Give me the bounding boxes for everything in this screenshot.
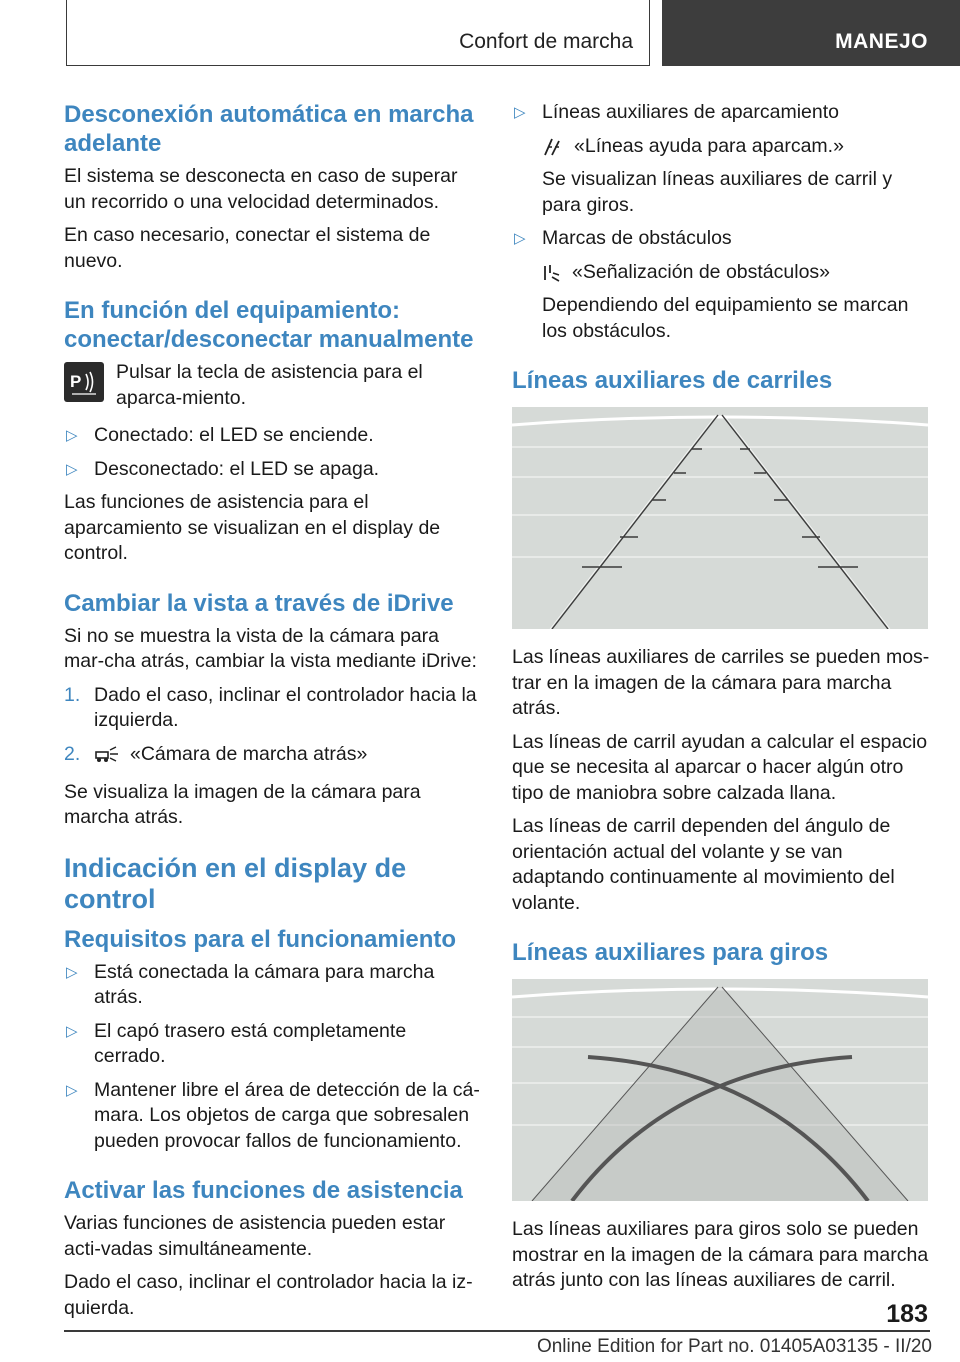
parking-lines-icon: [542, 137, 564, 157]
park-assist-button-icon: [64, 362, 104, 402]
lane-lines-illustration: [512, 407, 928, 629]
obstacle-marking-icon: [542, 263, 562, 283]
heading-change-view: Cambiar la vista a través de iDrive: [64, 589, 454, 617]
triangle-right-outline-icon: ▷: [514, 230, 526, 247]
paragraph: Dependiendo del equipamiento se marcan los obstáculos.: [542, 294, 909, 342]
paragraph: Las funciones de asistencia para el aparcamiento se visualizan en el display de control.: [64, 491, 441, 564]
triangle-right-outline-icon: ▷: [66, 427, 78, 444]
paragraph: Las líneas auxiliares para giros solo se pueden mostrar en la imagen de la cámara para marcha atrás junto con las líneas auxiliares de carril.: [512, 1218, 929, 1291]
paragraph: Se visualiza la imagen de la cámara para marcha atrás.: [64, 780, 421, 829]
paragraph: Se visualizan líneas auxiliares de carril y para giros.: [542, 168, 893, 216]
heading-manual: En función del equipamiento: conectar/desconectar manualmente: [64, 297, 474, 353]
heading-requirements: Requisitos para el funcionamiento: [64, 925, 457, 953]
heading-turn-lines: Líneas auxiliares para giros: [512, 939, 829, 966]
paragraph: Las líneas auxiliares de carriles se pueden mos‐trar en la imagen de la cámara para marcha atrás.: [512, 646, 930, 719]
right-column: [512, 100, 930, 1302]
heading-display: Indicación en el display de control: [64, 852, 407, 914]
step-item: 2. «Cámara de marcha atrás»: [64, 742, 368, 765]
step-item: 1. Dado el caso, inclinar el controlador hacia la izquierda.: [64, 683, 477, 731]
triangle-right-outline-icon: ▷: [66, 1081, 78, 1099]
turn-lines-illustration: [512, 979, 928, 1201]
triangle-right-outline-icon: ▷: [66, 460, 78, 478]
section-title: Confort de marcha: [459, 30, 633, 53]
list-item: ▷ Mantener libre el área de detección de la cá‐mara. Los objetos de carga que sobresalen pueden provocar fallos de funcionamiento.: [66, 1078, 480, 1152]
list-item: ▷ Marcas de obstáculos: [512, 226, 930, 252]
paragraph: Dado el caso, inclinar el controlador hacia la iz‐quierda.: [64, 1271, 473, 1319]
svg-text:P: P: [70, 372, 82, 391]
running-header-box: [66, 0, 650, 66]
list-item: ▷ Líneas auxiliares de aparcamiento: [512, 100, 930, 126]
paragraph: El sistema se desconecta en caso de superar un recorrido o una velocidad determinados.: [64, 165, 458, 213]
paragraph: Las líneas de carril ayudan a calcular el espacio que se necesita al aparcar o hacer algún otro tipo de maniobra sobre calzada llana.: [512, 730, 928, 804]
paragraph: Varias funciones de asistencia pueden estar acti‐vadas simultáneamente.: [64, 1212, 446, 1260]
press-button-instruction: [64, 360, 482, 411]
footer-rule: [864, 1330, 930, 1332]
list-item: ▷ Desconectado: el LED se apaga.: [64, 457, 482, 483]
heading-lane-lines: Líneas auxiliares de carriles: [512, 367, 833, 394]
footer-rule: [64, 1330, 864, 1332]
chapter-tab: [662, 0, 960, 66]
triangle-right-outline-icon: ▷: [66, 963, 78, 981]
paragraph: Las líneas de carril dependen del ángulo de orientación actual del volante y se van adaptando continuamente al movimiento del volante.: [512, 815, 895, 914]
triangle-right-outline-icon: ▷: [514, 104, 526, 121]
left-column: [64, 100, 482, 1329]
edition-note: Online Edition for Part no. 01405A03135 - II/20: [536, 1336, 932, 1357]
list-item: ▷ El capó trasero está completamente cerrado.: [66, 1019, 407, 1068]
paragraph: Pulsar la tecla de asistencia para el aparca‐miento.: [116, 361, 423, 409]
page-number: 183: [886, 1300, 928, 1328]
paragraph: En caso necesario, conectar el sistema de nuevo.: [64, 224, 431, 272]
heading-activate: Activar las funciones de asistencia: [64, 1177, 463, 1205]
menu-item-line: «Líneas ayuda para aparcam.»: [542, 134, 930, 160]
rear-camera-icon: [94, 744, 120, 764]
list-item: ▷ Está conectada la cámara para marcha atrás.: [66, 960, 435, 1009]
heading-auto-off: Desconexión automática en marcha adelante: [64, 101, 474, 157]
triangle-right-outline-icon: ▷: [66, 1022, 78, 1040]
menu-item-line: «Señalización de obstáculos»: [542, 260, 930, 286]
chapter-title: MANEJO: [835, 30, 928, 53]
list-item: ▷ Conectado: el LED se enciende.: [64, 423, 482, 449]
paragraph: Si no se muestra la vista de la cámara para mar‐cha atrás, cambiar la vista mediante iDrive:: [64, 624, 477, 672]
